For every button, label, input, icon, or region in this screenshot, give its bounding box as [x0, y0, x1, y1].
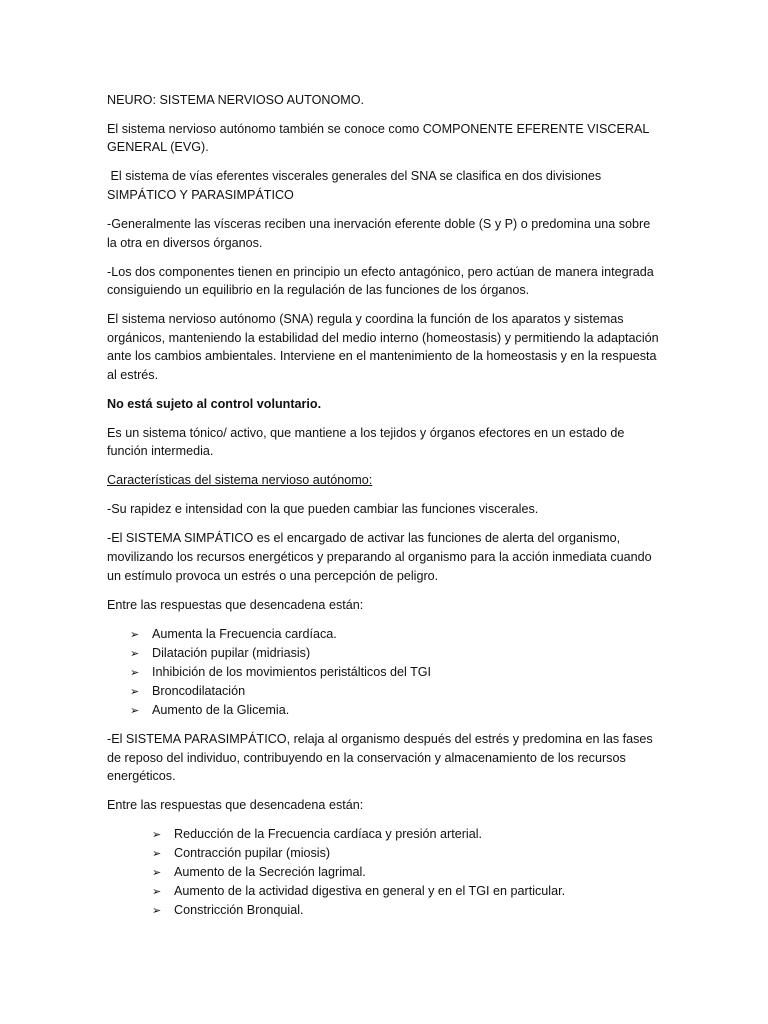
parasympathetic-responses-list — [107, 825, 663, 920]
arrow-bullet-icon: ➢ — [152, 828, 162, 842]
list-item-text: Aumento de la Secreción lagrimal. — [174, 865, 366, 880]
section-heading-characteristics: Características del sistema nervioso autónomo: — [107, 473, 373, 488]
paragraph-responses-intro-2: Entre las respuestas que desencadena están: — [107, 798, 364, 813]
list-item-text: Constricción Bronquial. — [174, 903, 304, 918]
list-item-text: Inhibición de los movimientos peristálticos del TGI — [152, 664, 432, 679]
list-item — [107, 625, 663, 644]
list-item-text: Broncodilatación — [152, 683, 246, 698]
list-item — [107, 882, 663, 901]
arrow-bullet-icon: ➢ — [152, 866, 162, 880]
list-item-text: Reducción de la Frecuencia cardíaca y presión arterial. — [174, 827, 483, 842]
sympathetic-responses-list — [107, 625, 663, 720]
list-item-text: Dilatación pupilar (midriasis) — [152, 645, 311, 660]
paragraph-not-voluntary: No está sujeto al control voluntario. — [107, 396, 322, 411]
paragraph-evg: El sistema nervioso autónomo también se conoce como COMPONENTE EFERENTE VISCERAL GENERAL (EVG). — [107, 121, 649, 155]
list-item — [107, 901, 663, 920]
arrow-bullet-icon: ➢ — [152, 885, 162, 899]
paragraph-speed-intensity: -Su rapidez e intensidad con la que pueden cambiar las funciones viscerales. — [107, 502, 539, 517]
paragraph-sympathetic: -El SISTEMA SIMPÁTICO es el encargado de activar las funciones de alerta del organismo, movilizando los recursos energéticos y preparando al organismo para la acción inmediata cuando un estímulo provoca un estrés o una percepción de peligro. — [107, 531, 652, 583]
paragraph-parasympathetic: -El SISTEMA PARASIMPÁTICO, relaja al organismo después del estrés y predomina en las fases de reposo del individuo, contribuyendo en la conservación y almacenamiento de los recursos energéticos. — [107, 731, 653, 784]
paragraph-sna-function: El sistema nervioso autónomo (SNA) regula y coordina la función de los aparatos y sistemas orgánicos, manteniendo la estabilidad del medio interno (homeostasis) y permitiendo la adaptación ante los cambios ambientales. Interviene en el mantenimiento de la homeostasis y en la respuesta al estrés. — [107, 312, 659, 382]
list-item-text: Aumenta la Frecuencia cardíaca. — [152, 626, 337, 641]
list-item — [107, 825, 663, 844]
arrow-bullet-icon: ➢ — [130, 627, 140, 641]
list-item — [107, 644, 663, 663]
paragraph-divisions: El sistema de vías eferentes viscerales generales del SNA se clasifica en dos divisiones SIMPÁTICO Y PARASIMPÁTICO — [107, 169, 605, 202]
list-item — [107, 701, 663, 720]
arrow-bullet-icon: ➢ — [130, 665, 140, 679]
paragraph-tonic-system: Es un sistema tónico/ activo, que mantiene a los tejidos y órganos efectores en un estado de función intermedia. — [107, 425, 625, 459]
list-item — [107, 682, 663, 701]
list-item-text: Aumento de la Glicemia. — [152, 702, 290, 717]
list-item — [107, 663, 663, 682]
arrow-bullet-icon: ➢ — [130, 646, 140, 660]
paragraph-antagonistic-effect: -Los dos componentes tienen en principio un efecto antagónico, pero actúan de manera integrada consiguiendo un equilibrio en la regulación de las funciones de los órganos. — [107, 264, 654, 298]
arrow-bullet-icon: ➢ — [152, 904, 162, 918]
document-title: NEURO: SISTEMA NERVIOSO AUTONOMO. — [107, 93, 365, 107]
arrow-bullet-icon: ➢ — [130, 684, 140, 698]
list-item — [107, 863, 663, 882]
list-item-text: Contracción pupilar (miosis) — [174, 846, 331, 861]
paragraph-double-innervation: -Generalmente las vísceras reciben una inervación eferente doble (S y P) o predomina una sobre la otra en diversos órganos. — [107, 216, 651, 250]
document-page — [107, 91, 663, 930]
list-item — [107, 844, 663, 863]
paragraph-responses-intro-1: Entre las respuestas que desencadena están: — [107, 597, 364, 612]
list-item-text: Aumento de la actividad digestiva en general y en el TGI en particular. — [174, 884, 566, 899]
arrow-bullet-icon: ➢ — [152, 847, 162, 861]
arrow-bullet-icon: ➢ — [130, 703, 140, 717]
